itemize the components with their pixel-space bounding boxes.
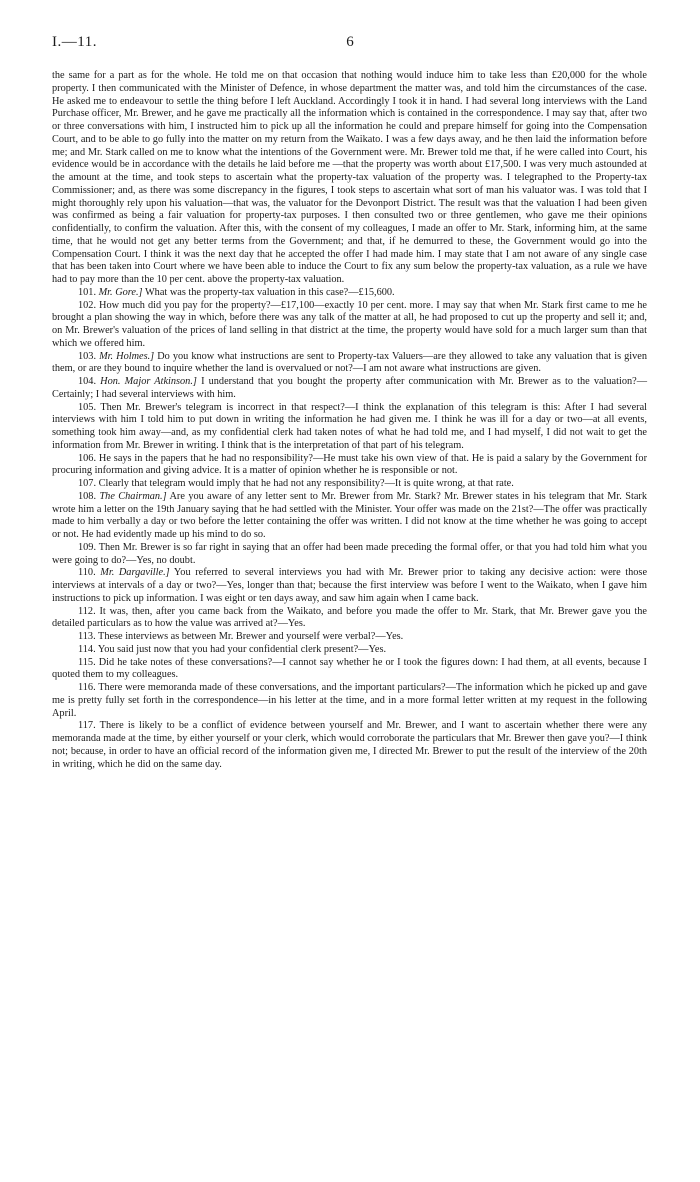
speaker-name: Mr. Dargaville.] <box>100 567 170 579</box>
evidence-paragraph <box>52 657 647 683</box>
question-number: 102. <box>78 299 97 311</box>
paragraph-text: It was, then, after you came back from the Waikato, and before you made the offer to Mr. Stark, that Mr. Brewer gave you the detailed particulars as to how the value was arrived at?—Yes. <box>52 605 647 630</box>
question-number: 104. <box>78 376 97 387</box>
page-header <box>52 34 648 54</box>
speaker-name: Mr. Holmes.] <box>99 350 155 362</box>
evidence-paragraph <box>52 491 647 542</box>
question-number: 109. <box>78 541 97 553</box>
evidence-paragraph <box>52 402 647 453</box>
question-number: 108. <box>78 490 97 502</box>
paragraph-text: Did he take notes of these conversations?—I cannot say whether he or I took the figures down: I had them, at all events, because I quoted them to my colleagues. <box>52 656 647 681</box>
question-number: 113. <box>78 631 96 642</box>
page-number: 6 <box>346 34 354 50</box>
evidence-paragraph <box>52 682 647 720</box>
question-number: 105. <box>78 401 97 413</box>
continued-paragraph <box>52 70 647 287</box>
evidence-paragraph <box>52 567 647 605</box>
paragraph-text: Do you know what instructions are sent to Property-tax Valuers—are they allowed to take any valuation that is given them, or are they bound to inquire whether the land is overvalued or not?—I am not aware what instructions are given. <box>52 350 648 375</box>
paragraph-text: Clearly that telegram would imply that he had not any responsibility?—It is quite wrong, at that rate. <box>98 478 514 489</box>
paragraph-text: What was the property-tax valuation in this case?—£15,600. <box>144 286 395 298</box>
question-number: 106. <box>78 452 97 464</box>
question-number: 101. <box>78 286 97 298</box>
evidence-paragraph <box>52 351 647 377</box>
paragraph-text: the same for a part as for the whole. He told me on that occasion that nothing would induce him to take less than £20,000 for the whole property. I then communicated with the Minister of Defence, in whose department the matter was, and told him the circumstances of the case. He asked me to endeavour to settle the thing before I left Auckland. Accordingly I took it in hand. I had several long interviews with the Land Purchase officer, Mr. Brewer, and he gave me practically all the information which is contained in the correspondence. I may say that, after two or three conversations with him, I instructed him to pick up all the information he could and prepare himself for going into the Compensation Court, and to be able to go fully into the matter on my return from the Waikato. I was a few days away, and he then laid the information before me; and Mr. Stark called on me to know what the intentions of the Government were. Mr. Brewer told me that, if he were called into Court, his evidence would be in accordance with the details he laid before me —that the property was worth about £17,500. I was very much astounded at the amount at the time, and took steps to ascertain what the property-tax valuation of the property was. I telegraphed to the Property-tax Commissioner; and, as there was some discrepancy in the figures, I took steps to ascertain what sort of man his valuator was. I was told that I might thoroughly rely upon his valuation—that was, the valuator for the Devonport District. The result was that the valuation I had been given was confirmed as being a fair valuation for property-tax purposes. I then consulted two or three gentlemen, who gave me their opinions confidentially, to confirm the valuation. After this, with the consent of my colleagues, I made an offer to Mr. Stark, informing him, at the same time, that he would not get any better terms from the Government; and that, if he demurred to these, the Government would go into the Compensation Court. I think it was the next day that he accepted the offer I had made him. I may state that I am not aware of any single case that has been taken into Court where we have been able to induce the Court to fix any sum below the property-tax valuation, as a rule we have had to pay more than the 10 per cent. above the property-tax valuation. <box>52 70 647 285</box>
paragraph-text: These interviews as between Mr. Brewer and yourself were verbal?—Yes. <box>98 631 404 642</box>
evidence-paragraph <box>52 300 647 351</box>
speaker-name: Hon. Major Atkinson.] <box>100 376 197 387</box>
document-reference: I.—11. <box>52 34 97 50</box>
speaker-name: Mr. Gore.] <box>98 286 143 298</box>
evidence-paragraph <box>52 631 647 644</box>
question-number: 110. <box>78 567 96 579</box>
evidence-paragraph <box>52 376 647 402</box>
evidence-paragraph <box>52 720 647 771</box>
evidence-body <box>52 70 647 771</box>
question-number: 114. <box>78 643 96 655</box>
evidence-paragraph <box>52 644 647 657</box>
question-number: 103. <box>78 350 97 362</box>
question-number: 116. <box>78 682 96 693</box>
question-number: 112. <box>78 605 96 617</box>
paragraph-text: There were memoranda made of these conversations, and the important particulars?—The information which he picked up and gave me is pretty fully set forth in the correspondence—in his letter at the time, and in a more formal letter written at my request in the following April. <box>52 682 648 719</box>
paragraph-text: I understand that you bought the property after communication with Mr. Brewer as to the valuation?—Certainly; I had several interviews with him. <box>52 376 648 400</box>
paragraph-text: Are you aware of any letter sent to Mr. Brewer from Mr. Stark? Mr. Brewer states in his telegram that Mr. Stark wrote him a letter on the 19th January saying that he had settled with the Minister. Your offer was made on the 21st?—The offer was practically made to him verbally a day or two before the letter containing the offer was written. I did not know at the time whether he was going to accept or not. He had evidently made up his mind to do so. <box>52 490 647 540</box>
paragraph-text: You said just now that you had your confidential clerk present?—Yes. <box>97 643 387 655</box>
evidence-paragraph <box>52 542 647 568</box>
evidence-paragraph <box>52 478 647 491</box>
question-number: 115. <box>78 656 96 668</box>
evidence-paragraph <box>52 453 647 479</box>
question-number: 117. <box>78 720 96 732</box>
evidence-paragraph <box>52 606 647 632</box>
paragraph-text: He says in the papers that he had no responsibility?—He must take his own view of that. He is paid a salary by the Government for procuring information and giving advice. It is a matter of opinion whether he is responsible or not. <box>52 452 647 477</box>
evidence-paragraph <box>52 287 647 300</box>
paragraph-text: There is likely to be a conflict of evidence between yourself and Mr. Brewer, and I want to ascertain whether there were any memoranda made at the time, by either yourself or your clerk, which would corroborate the particulars that Mr. Brewer then gave you?—I think not; because, in order to have an official record of the information given me, I directed Mr. Brewer to put the result of the interview of the 20th in writing, which he did on the same day. <box>52 720 647 770</box>
paragraph-text: How much did you pay for the property?—£17,100—exactly 10 per cent. more. I may say that when Mr. Stark first came to me he brought a plan showing the way in which, before there was any talk of the matter at all, he had proposed to cut up the property and sell it; and, on Mr. Brewer's valuation of the prices of land selling in that district at the time, the property would have sold for a much larger sum than that which we offered him. <box>52 299 647 349</box>
paragraph-text: Then Mr. Brewer is so far right in saying that an offer had been made preceding the formal offer, or that you had told him what you were going to do?—Yes, no doubt. <box>52 541 647 566</box>
paragraph-text: You referred to several interviews you had with Mr. Brewer prior to taking any decisive action: were those interviews at intervals of a day or two?—Yes, longer than that; because the first interview was before I went to the Waikato, when I gave him instructions to pick up information. I was eight or ten days away, and saw him again when I came back. <box>52 567 648 604</box>
speaker-name: The Chairman.] <box>99 490 167 502</box>
question-number: 107. <box>78 478 97 489</box>
paragraph-text: Then Mr. Brewer's telegram is incorrect in that respect?—I think the explanation of this telegram is this: After I had several interviews with him I told him to put down in writing the information he had given me. I think he was ill for a day or two—at all events, something took him away—and, as my confidential clerk had taken notes of what he had told me, and I had myself, I did not wait to get the information from Mr. Brewer in writing. I think that is the interpretation of that part of his telegram. <box>52 401 647 451</box>
